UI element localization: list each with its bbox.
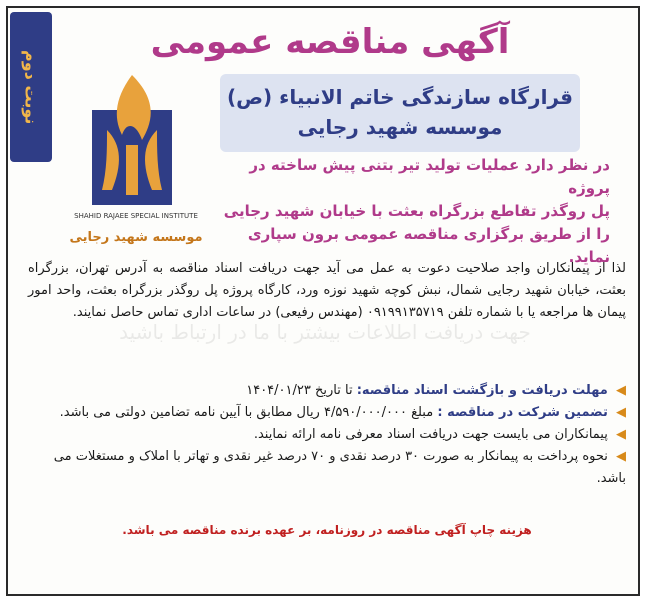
subject-line-2: پل روگذر تقاطع بزرگراه بعثت با خیابان شهید رجایی: [223, 202, 610, 220]
logo-persian-text: موسسه شهید رجایی: [69, 230, 203, 245]
watermark-text: جهت دریافت اطلاعات بیشتر با ما در ارتباط باشید: [119, 320, 531, 344]
round-label: نوبت دوم: [21, 49, 41, 125]
item-text: نحوه پرداخت به پیمانکار به صورت ۳۰ درصد نقدی و ۷۰ درصد غیر نقدی و تهاتر با املاک و مستغلات می باشد.: [53, 449, 626, 486]
list-item: [28, 380, 626, 402]
item-label: تضمین شرکت در مناقصه :: [437, 405, 608, 420]
bullet-arrow-icon: ◀: [616, 405, 626, 420]
organization-name: قرارگاه سازندگی خاتم الانبیاء (ص): [227, 85, 573, 109]
item-text: مبلغ ۴/۵۹۰/۰۰۰/۰۰۰ ریال مطابق با آیین نامه تضامین دولتی می باشد.: [59, 405, 434, 420]
bullet-arrow-icon: ◀: [616, 449, 626, 464]
flame-logo-icon: [82, 70, 182, 210]
subject-line-1: در نظر دارد عملیات تولید تیر بتنی پیش ساخته در پروژه: [249, 156, 610, 197]
page-title: آگهی مناقصه عمومی: [150, 22, 510, 62]
item-label: مهلت دریافت و بازگشت اسناد مناقصه:: [356, 383, 608, 398]
institute-name: موسسه شهید رجایی: [297, 115, 503, 139]
tender-subject: [210, 154, 610, 269]
item-text: تا تاریخ ۱۴۰۴/۰۱/۲۳: [246, 383, 353, 398]
organization-box: [220, 74, 580, 152]
logo-english-text: SHAHID RAJAEE SPECIAL INSTITUTE: [74, 212, 198, 220]
list-item: [28, 402, 626, 424]
cost-note: هزینه چاپ آگهی مناقصه در روزنامه، بر عهده برنده مناقصه می باشد.: [122, 523, 532, 537]
list-item: [28, 446, 626, 490]
item-text: پیمانکاران می بایست جهت دریافت اسناد معرفی نامه ارائه نمایند.: [253, 427, 608, 442]
subject-line-3: را از طریق برگزاری مناقصه عمومی برون سپاری نماید.: [247, 225, 610, 266]
institute-logo: [60, 70, 210, 260]
conditions-list: [28, 380, 626, 490]
list-item: [28, 424, 626, 446]
bullet-arrow-icon: ◀: [616, 383, 626, 398]
bullet-arrow-icon: ◀: [616, 427, 626, 442]
round-ribbon: [10, 12, 52, 162]
invitation-paragraph: لذا از پیمانکاران واجد صلاحیت دعوت به عمل می آید جهت دریافت اسناد مناقصه به آدرس تهران، بزرگراه بعثت، خیابان شهید رجایی شمال، نبش کوچه شهید نوزه ورد، کارگاه پروژه پل روگذر بزرگراه بعثت، واحد امور پیمان ها مراجعه یا با شماره تلفن ۰۹۱۹۹۱۳۵۷۱۹ (مهندس رفیعی) در ساعات اداری تماس حاصل نمایند.: [28, 261, 626, 320]
